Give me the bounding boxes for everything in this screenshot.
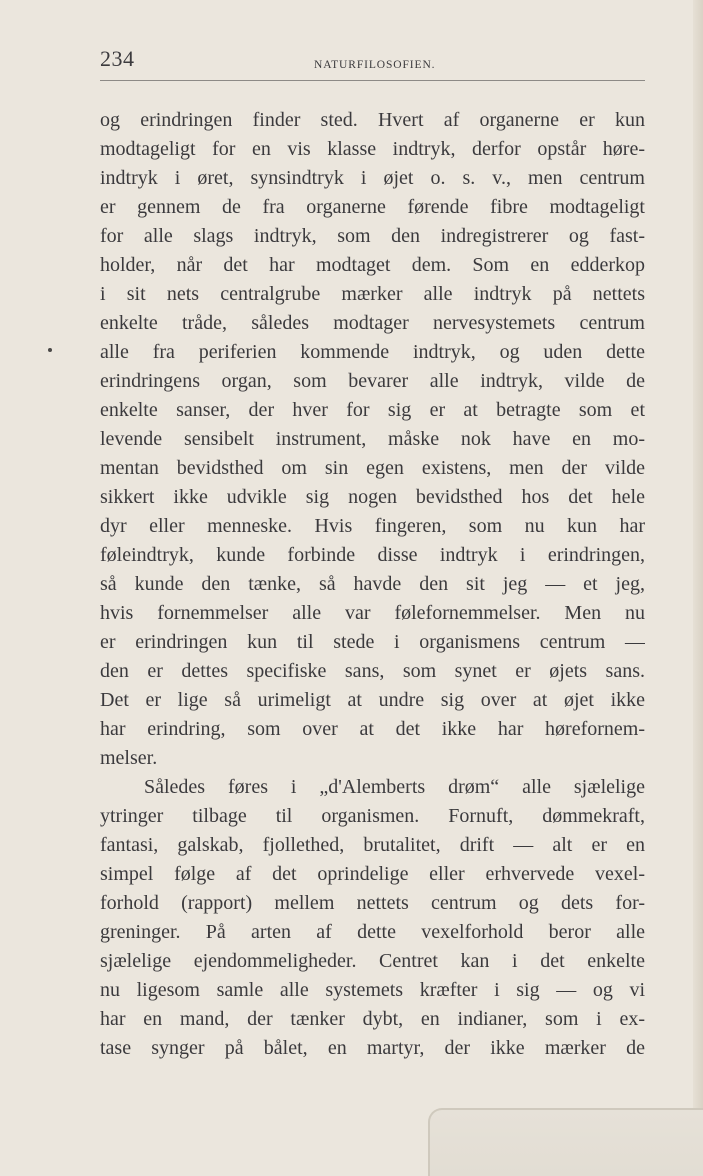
text-line: alle fra periferien kommende indtryk, og uden dette (100, 341, 645, 363)
page-edge (693, 0, 703, 1174)
running-head: NATURFILOSOFIEN. (314, 59, 436, 71)
text-line: mentan bevidsthed om sin egen existens, men der vilde (100, 457, 645, 479)
text-line: erindringens organ, som bevarer alle indtryk, vilde de (100, 370, 645, 392)
text-line: simpel følge af det oprindelige eller erhvervede vexel- (100, 863, 645, 885)
text-line: har erindring, som over at det ikke har hørefornem- (100, 718, 645, 740)
text-line: sikkert ikke udvikle sig nogen bevidsthed hos det hele (100, 486, 645, 508)
text-line: enkelte tråde, således modtager nervesystemets centrum (100, 312, 645, 334)
text-line: hvis fornemmelser alle var følefornemmelser. Men nu (100, 602, 645, 624)
page-number: 234 (100, 46, 135, 71)
text-line: ytringer tilbage til organismen. Fornuft, dømmekraft, (100, 805, 645, 827)
text-line: enkelte sanser, der hver for sig er at betragte som et (100, 399, 645, 421)
text-line: dyr eller menneske. Hvis fingeren, som nu kun har (100, 515, 645, 537)
text-line: har en mand, der tænker dybt, en indianer, som i ex- (100, 1008, 645, 1030)
page-corner-mark (428, 1108, 703, 1176)
text-line: føleindtryk, kunde forbinde disse indtryk i erindringen, (100, 544, 645, 566)
text-line: modtageligt for en vis klasse indtryk, derfor opstår høre- (100, 138, 645, 160)
text-line: så kunde den tænke, så havde den sit jeg — et jeg, (100, 573, 645, 595)
text-line: sjælelige ejendommeligheder. Centret kan i det enkelte (100, 950, 645, 972)
text-line: Det er lige så urimeligt at undre sig over at øjet ikke (100, 689, 645, 711)
text-line: er gennem de fra organerne førende fibre modtageligt (100, 196, 645, 218)
text-line: og erindringen finder sted. Hvert af organerne er kun (100, 109, 645, 131)
text-line: i sit nets centralgrube mærker alle indtryk på nettets (100, 283, 645, 305)
text-line: tase synger på bålet, en martyr, der ikke mærker de (100, 1037, 645, 1059)
margin-dot (48, 348, 52, 352)
text-line: levende sensibelt instrument, måske nok have en mo- (100, 428, 645, 450)
text-line: for alle slags indtryk, som den indregistrerer og fast- (100, 225, 645, 247)
text-line: greninger. På arten af dette vexelforhold beror alle (100, 921, 645, 943)
text-line: er erindringen kun til stede i organismens centrum — (100, 631, 645, 653)
text-line: melser. (100, 747, 158, 769)
text-line: nu ligesom samle alle systemets kræfter i sig — og vi (100, 979, 645, 1001)
text-line: fantasi, galskab, fjollethed, brutalitet, drift — alt er en (100, 834, 645, 856)
text-line: den er dettes specifiske sans, som synet er øjets sans. (100, 660, 645, 682)
body-text (100, 106, 645, 1063)
text-line: holder, når det har modtaget dem. Som en edderkop (100, 254, 645, 276)
page-header (100, 44, 645, 81)
text-line: Således føres i „d'Alemberts drøm“ alle sjælelige (144, 776, 645, 798)
text-line: forhold (rapport) mellem nettets centrum og dets for- (100, 892, 645, 914)
text-line: indtryk i øret, synsindtryk i øjet o. s. v., men centrum (100, 167, 645, 189)
